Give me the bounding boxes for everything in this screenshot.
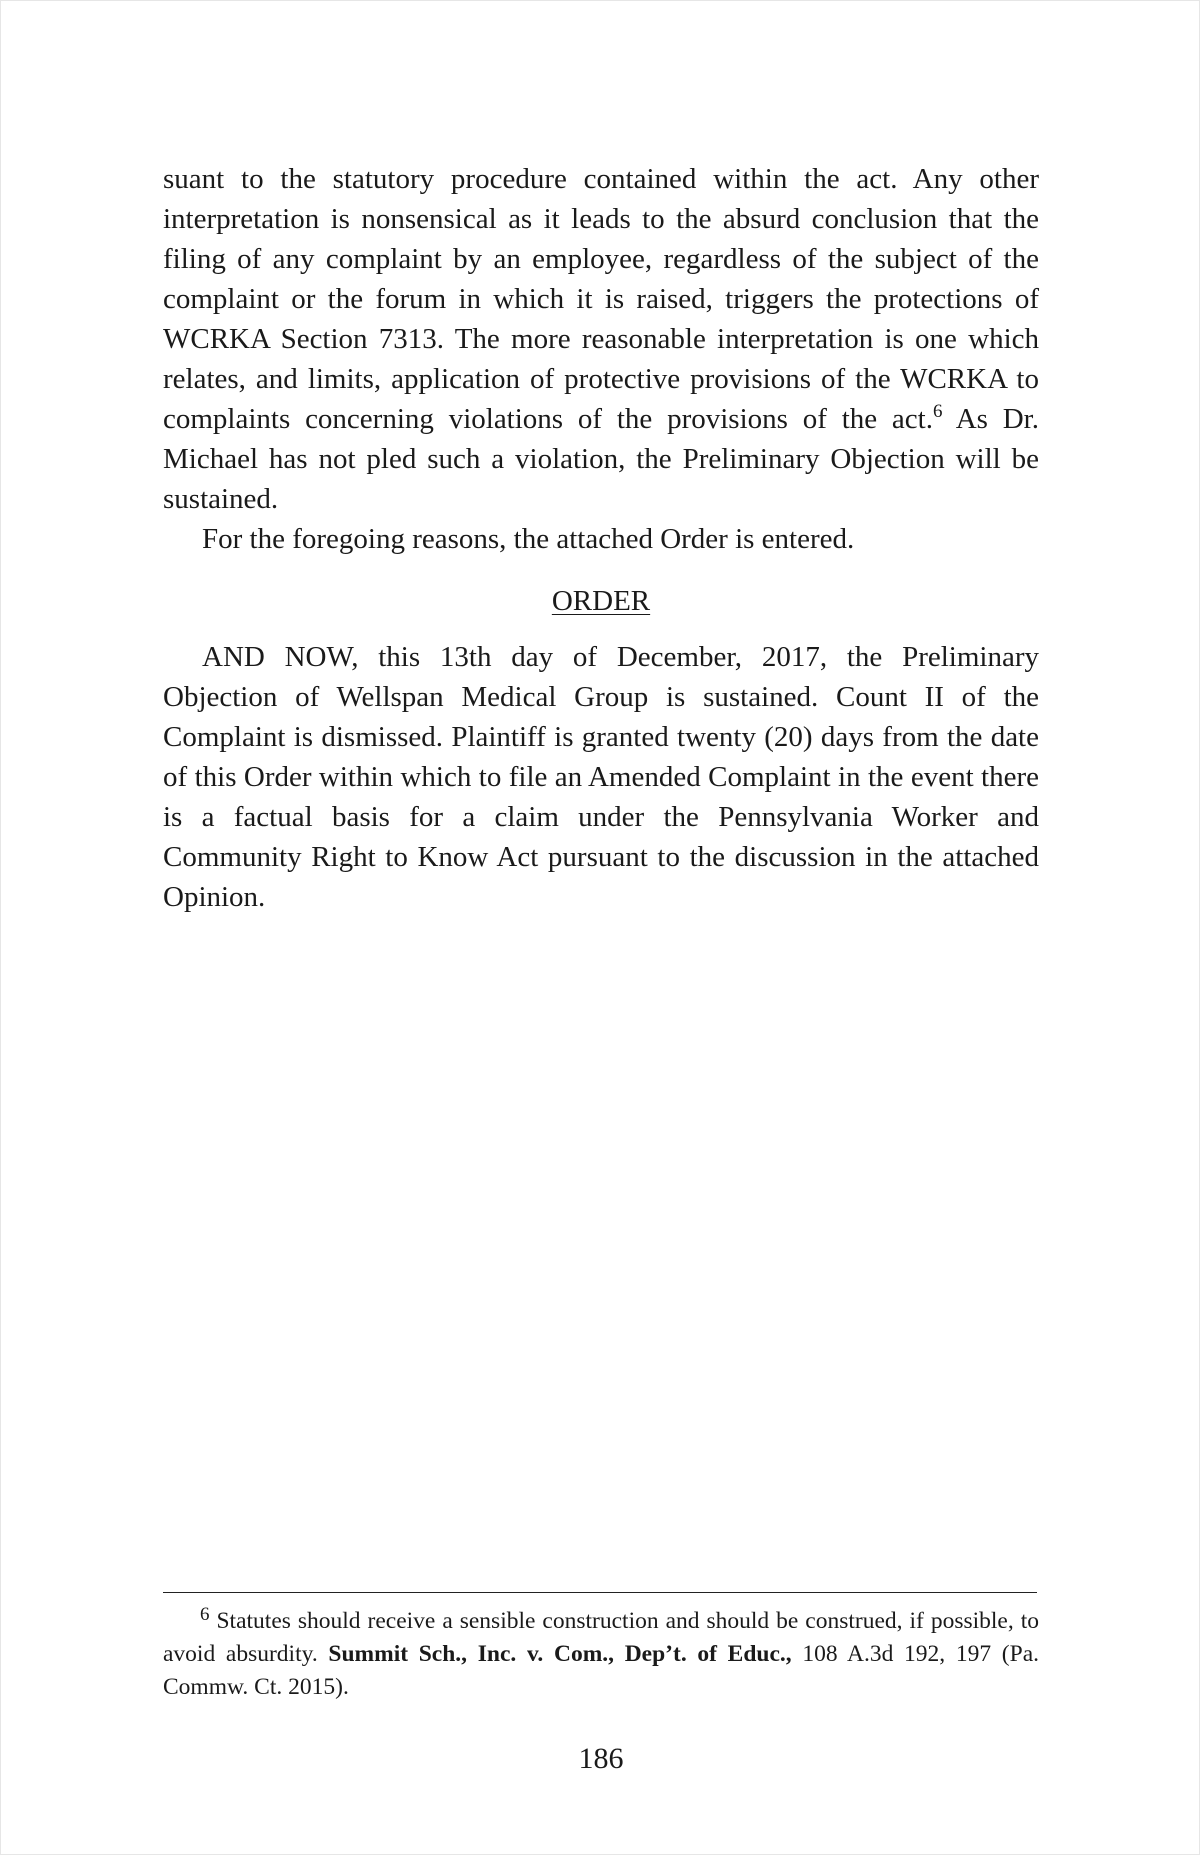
footnote-text-after: 108 A.3d 192, 197 (Pa. Commw. Ct. 2015). (163, 1641, 1039, 1700)
footnote-number: 6 (200, 1604, 210, 1625)
conclusion-text: For the foregoing reasons, the attached Order is entered. (202, 523, 855, 555)
body-paragraph (163, 159, 1039, 519)
paragraph-text-part-1: suant to the statutory procedure contained within the act. Any other interpretation is nonsensical as it leads to the absurd conclusion that the filing of any complaint by an employee, regardless of the subject of the complaint or the forum in which it is raised, triggers the protections of WCRKA Section 7313. The more reasonable interpretation is one which relates, and limits, application of protective provisions of the WCRKA to complaints concerning violations of the provisions of the act. (163, 163, 1039, 435)
footnote-text-before: Statutes should receive a sensible construction and should be construed, if possible, to avoid absurdity. (163, 1608, 1039, 1667)
footnote-reference: 6 (933, 401, 943, 422)
order-paragraph (163, 637, 1039, 917)
order-text: AND NOW, this 13th day of December, 2017, the Preliminary Objection of Wellspan Medical Group is sustained. Count II of the Complaint is dismissed. Plaintiff is granted twenty (20) days from the date of this Order within which to file an Amended Complaint in the event there is a factual basis for a claim under the Pennsylvania Worker and Community Right to Know Act pursuant to the discussion in the attached Opinion. (163, 641, 1039, 913)
order-heading: ORDER (551, 585, 651, 617)
paragraph-text-part-2: As Dr. Michael has not pled such a violation, the Preliminary Objection will be sustained. (163, 403, 1039, 515)
page-number: 186 (578, 1742, 624, 1775)
conclusion-paragraph (163, 519, 1039, 559)
footnote-divider (163, 1592, 1037, 1593)
paragraph-text (163, 159, 1039, 519)
footnote-citation: Summit Sch., Inc. v. Com., Dep’t. of Educ., (328, 1641, 792, 1667)
footnote (163, 1605, 1039, 1704)
